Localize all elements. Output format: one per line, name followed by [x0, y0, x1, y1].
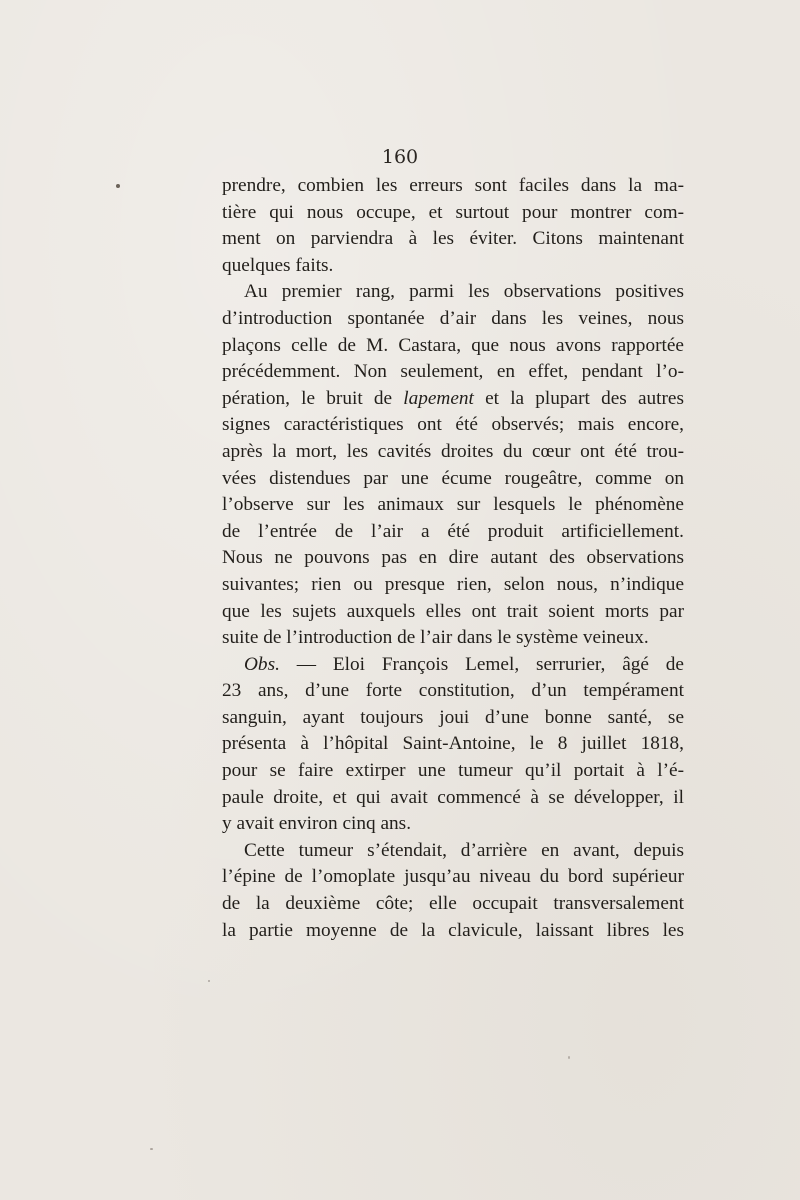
- text-line: de l’entrée de l’air a été produit artificiellement.: [222, 520, 684, 542]
- text-line: vées distendues par une écume rougeâtre, comme on: [222, 467, 684, 489]
- text-line: quelques faits.: [222, 254, 334, 276]
- text-line: suivantes; rien ou presque rien, selon nous, n’indique: [222, 573, 684, 595]
- text-line: paule droite, et qui avait commencé à se développer, il: [222, 786, 684, 808]
- text-line: Au premier rang, parmi les observations positives: [244, 281, 684, 303]
- text-line: signes caractéristiques ont été observés; mais encore,: [222, 414, 684, 436]
- text-line: d’introduction spontanée d’air dans les veines, nous: [222, 307, 684, 329]
- paper-speck: [116, 184, 120, 188]
- text-line: prendre, combien les erreurs sont faciles dans la ma-: [222, 175, 684, 196]
- body-text: [222, 173, 684, 944]
- text-line: présenta à l’hôpital Saint-Antoine, le 8 juillet 1818,: [222, 733, 684, 755]
- text-line: l’épine de l’omoplate jusqu’au niveau du bord supérieur: [222, 866, 684, 888]
- text-line: pération, le bruit de lapement et la plupart des autres: [222, 387, 684, 409]
- text-line: tière qui nous occupe, et surtout pour montrer com-: [222, 201, 684, 223]
- text-line: après la mort, les cavités droites du cœur ont été trou-: [222, 440, 684, 462]
- paper-speck: [150, 1148, 153, 1150]
- text-line: y avait environ cinq ans.: [222, 813, 412, 835]
- text-line: 23 ans, d’une forte constitution, d’un tempérament: [222, 680, 684, 702]
- text-line: Cette tumeur s’étendait, d’arrière en avant, depuis: [244, 839, 684, 861]
- text-line: l’observe sur les animaux sur lesquels le phénomène: [222, 494, 684, 516]
- text-line: suite de l’introduction de l’air dans le système veineux.: [222, 627, 649, 649]
- text-line: plaçons celle de M. Castara, que nous avons rapportée: [222, 334, 684, 356]
- text-line: sanguin, ayant toujours joui d’une bonne santé, se: [222, 706, 684, 728]
- text-line: de la deuxième côte; elle occupait transversalement: [222, 893, 684, 915]
- paper-speck: [568, 1056, 570, 1059]
- text-line: que les sujets auxquels elles ont trait soient morts par: [222, 600, 684, 622]
- page-number: 160: [381, 146, 419, 168]
- paper-speck: [208, 980, 210, 982]
- text-line: ment on parviendra à les éviter. Citons maintenant: [222, 228, 684, 250]
- text-line: pour se faire extirper une tumeur qu’il portait à l’é-: [222, 760, 684, 782]
- text-line: Nous ne pouvons pas en dire autant des observations: [222, 547, 684, 569]
- text-line: Obs. — Eloi François Lemel, serrurier, âgé de: [244, 653, 684, 675]
- text-line: précédemment. Non seulement, en effet, pendant l’o-: [222, 361, 684, 383]
- text-line: la partie moyenne de la clavicule, laissant libres les: [222, 919, 684, 941]
